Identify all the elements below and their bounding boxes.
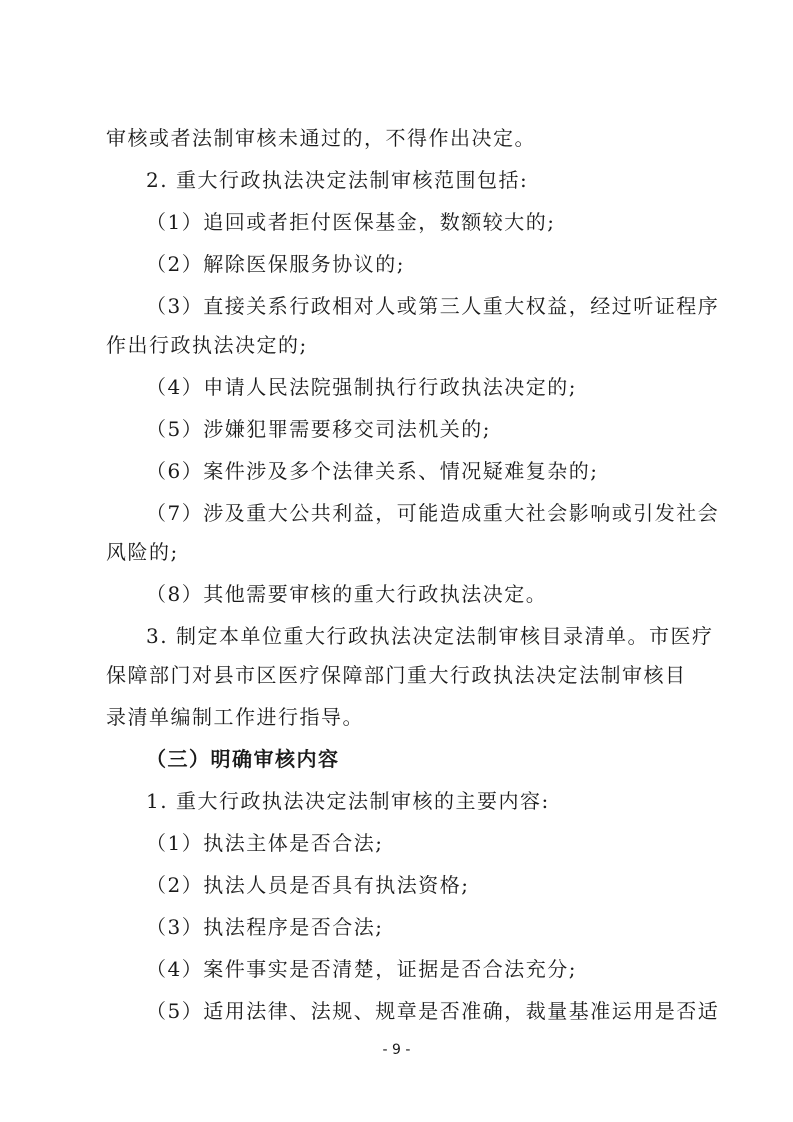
- text-line: 录清单编制工作进行指导。: [106, 705, 364, 729]
- text-line: 审核或者法制审核未通过的，不得作出决定。: [106, 126, 536, 150]
- list-item: （6）案件涉及多个法律关系、情况疑难复杂的;: [146, 459, 599, 483]
- text-line: 2. 重大行政执法决定法制审核范围包括:: [146, 168, 529, 192]
- text-line: 保障部门对县市区医疗保障部门重大行政执法决定法制审核目: [106, 663, 687, 687]
- list-item: （2）执法人员是否具有执法资格;: [146, 873, 470, 897]
- list-item: （1）执法主体是否合法;: [146, 831, 384, 855]
- text-line: 1. 重大行政执法决定法制审核的主要内容:: [146, 789, 550, 813]
- list-item: （3）执法程序是否合法;: [146, 915, 384, 939]
- page-number: - 9 -: [382, 1042, 411, 1058]
- list-item: （3）直接关系行政相对人或第三人重大权益，经过听证程序: [146, 294, 720, 318]
- list-item: （4）申请人民法院强制执行行政执法决定的;: [146, 375, 577, 399]
- list-item: （5）适用法律、法规、规章是否准确，裁量基准运用是否适: [146, 999, 720, 1023]
- list-item: （5）涉嫌犯罪需要移交司法机关的;: [146, 417, 491, 441]
- list-item: （1）追回或者拒付医保基金，数额较大的;: [146, 210, 556, 234]
- text-line: 作出行政执法决定的;: [106, 333, 308, 357]
- list-item: （2）解除医保服务协议的;: [146, 252, 405, 276]
- list-item: （4）案件事实是否清楚，证据是否合法充分;: [146, 957, 577, 981]
- section-heading: （三）明确审核内容: [146, 747, 340, 771]
- text-line: 风险的;: [106, 540, 179, 564]
- text-line: 3. 制定本单位重大行政执法决定法制审核目录清单。市医疗: [146, 624, 714, 648]
- list-item: （7）涉及重大公共利益，可能造成重大社会影响或引发社会: [146, 501, 720, 525]
- list-item: （8）其他需要审核的重大行政执法决定。: [146, 582, 548, 606]
